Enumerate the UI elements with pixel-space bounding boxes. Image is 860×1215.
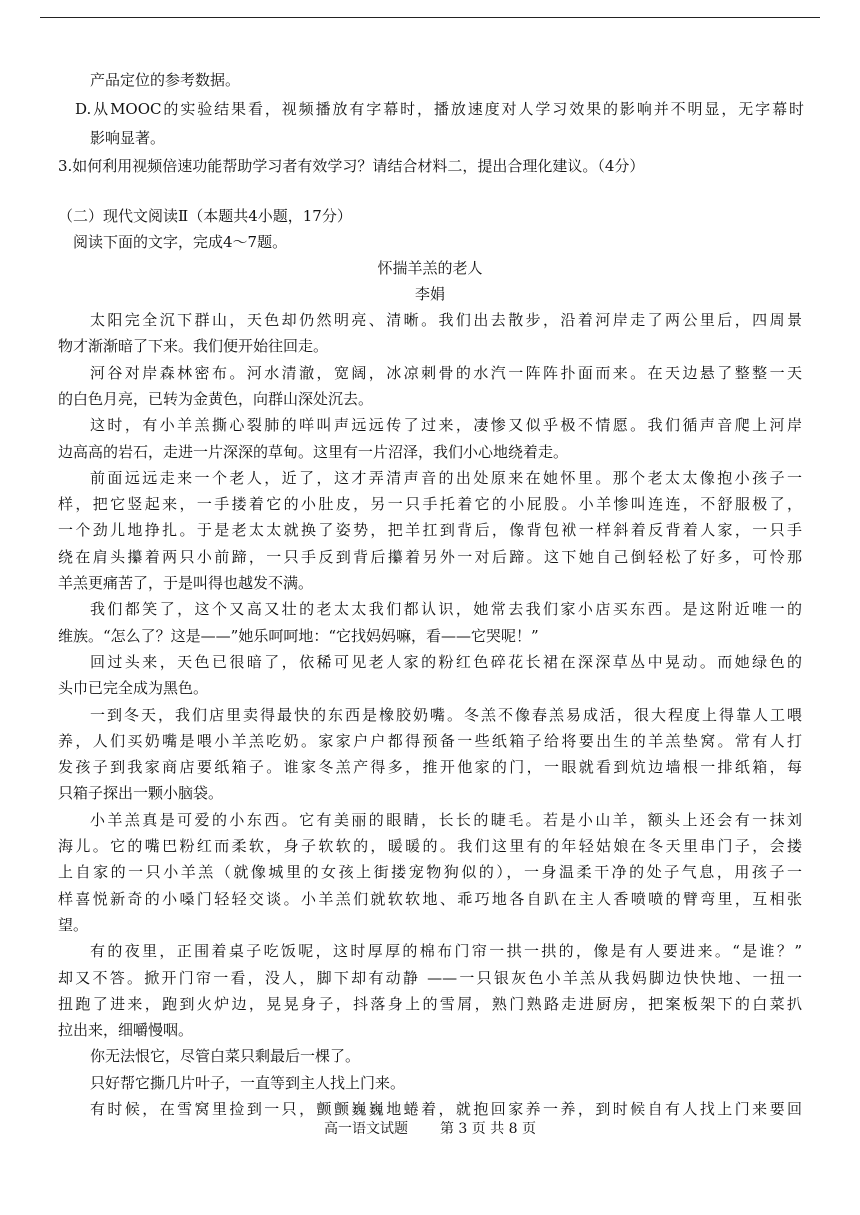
article-line: 拉出来，细嚼慢咽。 [58, 1021, 194, 1039]
q2-option-c-tail: 产品定位的参考数据。 [90, 71, 241, 89]
article-line: 物才渐渐暗了下来。我们便开始往回走。 [58, 337, 329, 355]
article-line: 只箱子探出一颗小脑袋。 [58, 784, 224, 802]
article-line: 上自家的一只小羊羔（就像城里的女孩上街搂宠物狗似的），一身温柔干净的处子气息，用孩子一 [58, 863, 802, 881]
article-title: 怀揣羊羔的老人 [377, 259, 483, 277]
article-line: 只好帮它撕几片叶子，一直等到主人找上门来。 [90, 1074, 406, 1092]
footer-subject: 高一语文试题 [323, 1121, 408, 1137]
article-line: 你无法恨它，尽管白菜只剩最后一棵了。 [90, 1047, 361, 1065]
section-instruction: 阅读下面的文字，完成4～7题。 [73, 233, 288, 251]
article-line: 样喜悦新奇的小嗓门轻轻交谈。小羊羔们就软软地、乖巧地各自趴在主人香喷喷的臂弯里，互相张 [58, 890, 802, 908]
article-line: 小羊羔真是可爱的小东西。它有美丽的眼睛，长长的睫毛。若是小山羊，额头上还会有一抹刘 [90, 811, 802, 829]
article-line: 一个劲儿地挣扎。于是老太太就换了姿势，把羊扛到背后，像背包袱一样斜着反背着人家，一只手 [58, 521, 802, 539]
article-line: 边高高的岩石，走进一片深深的草甸。这里有一片沼泽，我们小心地绕着走。 [58, 443, 569, 461]
article-line: 扭跑了进来，跑到火炉边，晃晃身子，抖落身上的雪屑，熟门熟路走进厨房，把案板架下的白菜扒 [58, 995, 802, 1013]
page-footer [0, 1118, 860, 1138]
question-3: 3.如何利用视频倍速功能帮助学习者有效学习？请结合材料二，提出合理化建议。（4分） [58, 157, 645, 175]
article-line: 羊羔更痛苦了，于是叫得也越发不满。 [58, 574, 314, 592]
article-line: 样，把它竖起来，一手搂着它的小肚皮，另一只手托着它的小屁股。小羊惨叫连连，不舒服极了， [58, 495, 802, 513]
article-line: 有时候，在雪窝里捡到一只，颤颤巍巍地蜷着，就抱回家养一养，到时候自有人找上门来要回 [90, 1100, 802, 1118]
article-line: 我们都笑了，这个又高又壮的老太太我们都认识，她常去我们家小店买东西。是这附近唯一的 [90, 600, 802, 618]
article-line: 的白色月亮，已转为金黄色，向群山深处沉去。 [58, 390, 374, 408]
article-line: 养，人们买奶嘴是喂小羊羔吃奶。家家户户都得预备一些纸箱子给将要出生的羊羔垫窝。常有人打 [58, 732, 802, 750]
article-line: 太阳完全沉下群山，天色却仍然明亮、清晰。我们出去散步，沿着河岸走了两公里后，四周景 [90, 311, 802, 329]
q2-option-d-cont: 影响显著。 [90, 129, 166, 147]
article-line: 发孩子到我家商店要纸箱子。谁家冬羔产得多，推开他家的门，一眼就看到炕边墙根一排纸箱，每 [58, 758, 802, 776]
article-line: 一到冬天，我们店里卖得最快的东西是橡胶奶嘴。冬羔不像春羔易成活，很大程度上得靠人工喂 [90, 706, 802, 724]
article-line: 头巾已完全成为黑色。 [58, 679, 209, 697]
article-line: 前面远远走来一个老人，近了，这才弄清声音的出处原来在她怀里。那个老太太像抱小孩子一 [90, 469, 802, 487]
footer-page-number: 第 3 页 共 8 页 [439, 1121, 537, 1137]
article-line: 海儿。它的嘴巴粉红而柔软，身子软软的，暖暖的。我们这里有的年轻姑娘在冬天里串门子，会搂 [58, 837, 802, 855]
article-line: 这时，有小羊羔撕心裂肺的咩叫声远远传了过来，凄惨又似乎极不情愿。我们循声音爬上河岸 [90, 416, 802, 434]
header-rule [40, 17, 820, 18]
article-author: 李娟 [414, 285, 445, 303]
article-line: 绕在肩头攥着两只小前蹄，一只手反到背后攥着另外一对后蹄。这下她自己倒轻松了好多，可怜那 [58, 548, 802, 566]
article-line: 却又不答。掀开门帘一看，没人，脚下却有动静 ——一只银灰色小羊羔从我妈脚边快快地、一扭一 [58, 969, 802, 987]
q2-option-d: D.从MOOC的实验结果看，视频播放有字幕时，播放速度对人学习效果的影响并不明显，无字幕时 [75, 100, 804, 118]
article-line: 维族。“怎么了？这是——”她乐呵呵地：“它找妈妈嘛，看——它哭呢！” [58, 627, 539, 645]
article-line: 望。 [58, 916, 89, 934]
article-line: 河谷对岸森林密布。河水清澈，宽阔，冰凉刺骨的水汽一阵阵扑面而来。在天边悬了整整一天 [90, 364, 802, 382]
section-header: （二）现代文阅读Ⅱ（本题共4小题，17分） [58, 207, 352, 225]
article-line: 回过头来，天色已很暗了，依稀可见老人家的粉红色碎花长裙在深深草丛中晃动。而她绿色的 [90, 653, 802, 671]
article-line: 有的夜里，正围着桌子吃饭呢，这时厚厚的棉布门帘一拱一拱的，像是有人要进来。“是谁？” [90, 942, 802, 960]
